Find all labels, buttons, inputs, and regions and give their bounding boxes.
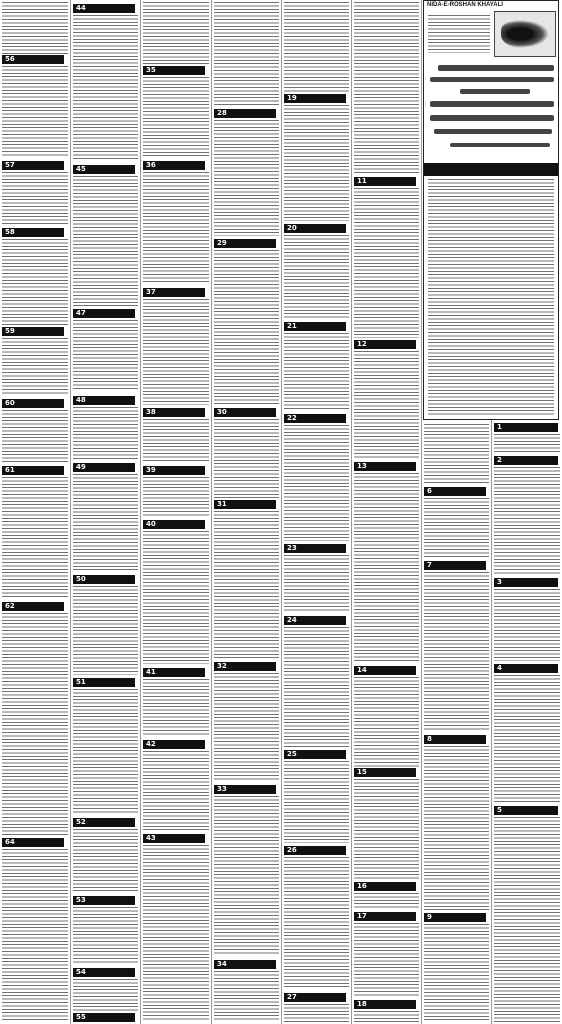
section-tag: 45 (73, 165, 135, 174)
article-text (354, 2, 419, 174)
section-tag: 12 (354, 340, 416, 349)
article-text (284, 333, 349, 411)
article-text (143, 679, 209, 736)
section-tag: 17 (354, 912, 416, 921)
article-text (2, 613, 68, 835)
section-tag: 1 (494, 423, 558, 432)
column-h (492, 0, 562, 1024)
article-text (143, 531, 209, 664)
masthead-brand-latin: NIDA-E-ROSHAN KHAYALI (427, 2, 503, 8)
article-text (2, 477, 68, 599)
article-text (2, 849, 68, 1022)
section-tag: 64 (2, 838, 64, 847)
section-tag: 59 (2, 327, 64, 336)
section-tag: 57 (2, 161, 64, 170)
section-tag: 52 (73, 818, 135, 827)
article-text (2, 172, 68, 224)
article-text (214, 796, 279, 956)
column-d (212, 0, 281, 1024)
section-tag: 48 (73, 396, 135, 405)
article-text (354, 893, 419, 910)
article-text (73, 320, 138, 391)
section-tag: 33 (214, 785, 276, 794)
article-text (73, 979, 138, 1012)
article-text (284, 555, 349, 613)
section-tag: 62 (2, 602, 64, 611)
section-tag: 30 (214, 408, 276, 417)
section-tag: 29 (214, 239, 276, 248)
section-tag: 55 (73, 1013, 135, 1022)
column-b (71, 0, 140, 1024)
section-tag: 37 (143, 288, 205, 297)
article-text (73, 15, 138, 161)
section-tag: 34 (214, 960, 276, 969)
article-text (494, 589, 560, 661)
column-c (141, 0, 211, 1024)
article-text (143, 2, 209, 64)
article-text (354, 351, 419, 459)
section-tag: 15 (354, 768, 416, 777)
section-tag: 25 (284, 750, 346, 759)
section-tag: 60 (2, 399, 64, 408)
section-tag: 20 (284, 224, 346, 233)
article-text (424, 924, 489, 1022)
article-text (2, 66, 68, 158)
article-text (214, 419, 279, 499)
section-tag: 6 (424, 487, 486, 496)
section-tag: 43 (143, 834, 205, 843)
article-text (2, 338, 68, 395)
section-tag: 51 (73, 678, 135, 687)
section-tag: 53 (73, 896, 135, 905)
section-tag: 9 (424, 913, 486, 922)
article-text (284, 857, 349, 989)
section-tag: 35 (143, 66, 205, 75)
article-text (424, 746, 489, 910)
section-tag: 13 (354, 462, 416, 471)
section-tag: 61 (2, 466, 64, 475)
section-tag: 4 (494, 664, 558, 673)
article-text (494, 817, 560, 1022)
section-tag: 50 (73, 575, 135, 584)
article-text (494, 467, 560, 575)
section-tag: 16 (354, 882, 416, 891)
article-text (284, 2, 349, 92)
section-tag: 22 (284, 414, 346, 423)
article-text (214, 250, 279, 405)
article-text (284, 425, 349, 541)
article-text (214, 2, 279, 106)
section-tag: 36 (143, 161, 205, 170)
section-tag: 18 (354, 1000, 416, 1009)
article-text (284, 105, 349, 221)
article-text (73, 907, 138, 965)
section-tag: 27 (284, 993, 346, 1002)
article-text (354, 779, 419, 879)
section-tag: 40 (143, 520, 205, 529)
section-tag: 28 (214, 109, 276, 118)
article-text (354, 188, 419, 338)
article-text (354, 473, 419, 663)
section-tag: 14 (354, 666, 416, 675)
article-text (143, 751, 209, 831)
article-text (424, 572, 489, 732)
section-tag: 56 (2, 55, 64, 64)
section-tag: 39 (143, 466, 205, 475)
article-text (143, 299, 209, 405)
article-text (424, 498, 489, 558)
section-tag: 7 (424, 561, 486, 570)
article-text (143, 845, 209, 1022)
section-tag: 44 (73, 4, 135, 13)
column-f (352, 0, 421, 1024)
section-tag: 41 (143, 668, 205, 677)
article-text (143, 419, 209, 463)
article-text (214, 673, 279, 781)
section-tag: 24 (284, 616, 346, 625)
article-text (2, 410, 68, 462)
article-text (143, 172, 209, 284)
section-tag: 5 (494, 806, 558, 815)
article-text (354, 677, 419, 767)
section-tag: 38 (143, 408, 205, 417)
article-text (354, 1011, 419, 1022)
article-text (424, 424, 489, 484)
column-g (422, 0, 491, 1024)
section-tag: 42 (143, 740, 205, 749)
article-text (284, 1004, 349, 1022)
article-text (214, 120, 279, 236)
section-tag: 3 (494, 578, 558, 587)
article-text (73, 586, 138, 675)
article-text (494, 675, 560, 803)
article-text (284, 627, 349, 747)
article-text (284, 761, 349, 843)
section-tag: 54 (73, 968, 135, 977)
article-text (214, 511, 279, 660)
article-text (2, 239, 68, 325)
column-e (282, 0, 351, 1024)
article-text (214, 971, 279, 1022)
article-text (143, 77, 209, 157)
section-tag: 32 (214, 662, 276, 671)
article-text (73, 176, 138, 306)
column-a (0, 0, 70, 1024)
section-tag: 23 (284, 544, 346, 553)
section-tag: 26 (284, 846, 346, 855)
section-tag: 31 (214, 500, 276, 509)
article-text (494, 434, 560, 454)
section-tag: 21 (284, 322, 346, 331)
article-text (73, 474, 138, 572)
section-tag: 19 (284, 94, 346, 103)
article-text (284, 235, 349, 318)
article-text (73, 829, 138, 893)
section-tag: 11 (354, 177, 416, 186)
article-text (2, 2, 68, 54)
section-tag: 2 (494, 456, 558, 465)
article-text (354, 923, 419, 998)
section-tag: 58 (2, 228, 64, 237)
section-tag: 47 (73, 309, 135, 318)
article-text (73, 407, 138, 460)
article-text (143, 477, 209, 517)
article-text (73, 689, 138, 814)
section-tag: 8 (424, 735, 486, 744)
section-tag: 49 (73, 463, 135, 472)
